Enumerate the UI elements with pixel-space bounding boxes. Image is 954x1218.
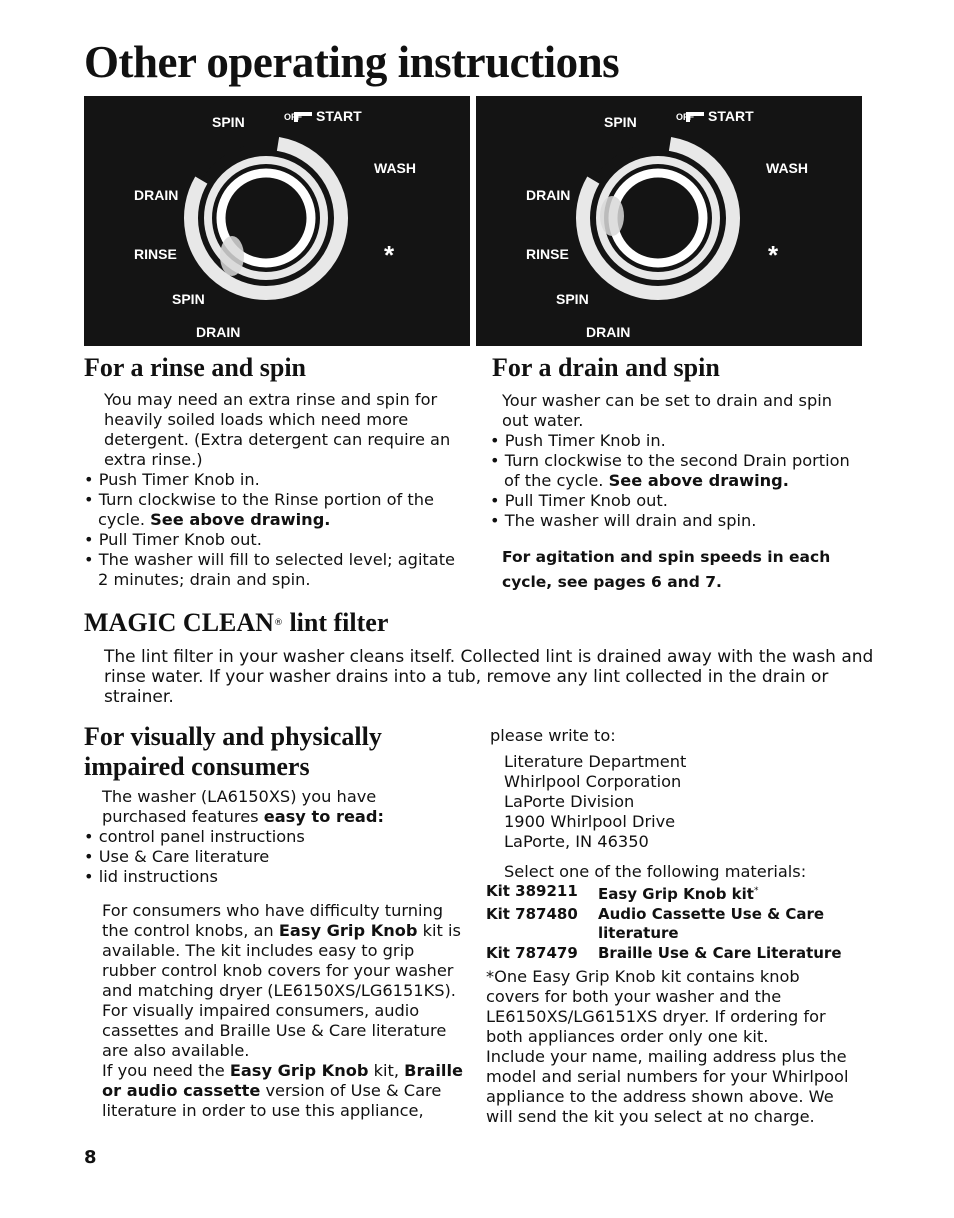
dial-label-drain-lower: DRAIN	[196, 324, 241, 340]
impaired-audio-paragraph: For visually impaired consumers, audio cassettes and Braille Use & Care literature are also available.	[102, 1001, 447, 1060]
dial-label-wash: WASH	[766, 160, 808, 176]
list-item: • Turn clockwise to the Rinse portion of the cycle. See above drawing.	[84, 490, 464, 530]
drain-spin-heading: For a drain and spin	[492, 353, 720, 382]
list-item: • Pull Timer Knob out.	[84, 530, 464, 550]
impaired-features	[84, 827, 464, 887]
timer-dial-illustration-rinse	[84, 96, 470, 346]
dial-label-off: OFF	[284, 112, 302, 122]
list-item: • The washer will fill to selected level; agitate 2 minutes; drain and spin.	[84, 550, 464, 590]
closing-paragraph: Include your name, mailing address plus the model and serial numbers for your Whirlpool appliance to the address shown above. We will send the kit you select at no charge.	[486, 1047, 849, 1126]
impaired-intro: The washer (LA6150XS) you have purchased features easy to read:	[102, 787, 384, 826]
drain-spin-section	[490, 391, 850, 595]
impaired-section	[84, 787, 464, 1121]
dial-label-rinse: RINSE	[526, 246, 569, 262]
impaired-heading: For visually and physically impaired consumers	[84, 722, 382, 781]
write-to-text: please write to:	[490, 726, 616, 745]
list-item: • The washer will drain and spin.	[490, 511, 850, 531]
dial-label-drain-upper: DRAIN	[526, 187, 571, 203]
timer-dial-icon	[476, 96, 862, 346]
list-item: • Use & Care literature	[84, 847, 464, 867]
rinse-spin-steps	[84, 470, 464, 590]
dial-label-spin-top: SPIN	[604, 114, 637, 130]
dial-label-spin-lower: SPIN	[172, 291, 205, 307]
rinse-spin-intro: You may need an extra rinse and spin for heavily soiled loads which need more detergent. (Extra detergent can require an extra rinse.)	[104, 390, 451, 469]
list-item: • Turn clockwise to the second Drain portion of the cycle. See above drawing.	[490, 451, 850, 491]
impaired-easy-grip-paragraph: For consumers who have difficulty turning the control knobs, an Easy Grip Knob kit is available. The kit includes easy to grip rubber control knob covers for your washer and matching dryer (LE6150XS/LG6151KS).	[102, 901, 461, 1000]
address-line: LaPorte, IN 46350	[504, 832, 649, 851]
address-line: LaPorte Division	[504, 792, 635, 811]
drain-spin-steps	[490, 431, 850, 531]
dial-label-drain-lower: DRAIN	[586, 324, 631, 340]
dial-label-rinse: RINSE	[134, 246, 177, 262]
dial-label-spin-top: SPIN	[212, 114, 245, 130]
magic-clean-body: The lint filter in your washer cleans itself. Collected lint is drained away with the wash and rinse water. If your washer drains into a tub, remove any lint collected in the drain or strainer.	[104, 647, 874, 707]
dial-label-start: START	[316, 108, 362, 124]
drain-spin-note: For agitation and spin speeds in each cycle, see pages 6 and 7.	[502, 548, 831, 591]
address-line: 1900 Whirlpool Drive	[504, 812, 676, 831]
dial-label-wash: WASH	[374, 160, 416, 176]
kit-list	[486, 882, 866, 963]
magic-clean-heading: MAGIC CLEAN® lint filter	[84, 608, 389, 637]
kit-footnote: *One Easy Grip Knob kit contains knob covers for both your washer and the LE6150XS/LG6151XS dryer. If ordering for both appliances order only one kit.	[486, 967, 826, 1046]
page-title: Other operating instructions	[84, 37, 620, 87]
page-number: 8	[84, 1147, 97, 1168]
drain-spin-intro: Your washer can be set to drain and spin out water.	[502, 391, 833, 430]
dial-asterisk: *	[768, 240, 779, 270]
timer-dial-illustration-drain	[476, 96, 862, 346]
timer-dial-icon	[84, 96, 470, 346]
list-item: • control panel instructions	[84, 827, 464, 847]
dial-label-spin-lower: SPIN	[556, 291, 589, 307]
kit-row: Kit 787480 Audio Cassette Use & Care literature	[486, 904, 825, 942]
dial-label-off: OFF	[676, 112, 694, 122]
select-materials-text: Select one of the following materials:	[504, 862, 807, 881]
rinse-spin-heading: For a rinse and spin	[84, 353, 307, 382]
list-item: • lid instructions	[84, 867, 464, 887]
contact-section	[486, 726, 866, 1127]
kit-row: Kit 787479 Braille Use & Care Literature	[486, 943, 842, 962]
mailing-address	[486, 752, 866, 852]
address-line: Whirlpool Corporation	[504, 772, 682, 791]
address-line: Literature Department	[504, 752, 687, 771]
impaired-request-paragraph: If you need the Easy Grip Knob kit, Braille or audio cassette version of Use & Care literature in order to use this appliance,	[102, 1061, 463, 1120]
list-item: • Push Timer Knob in.	[490, 431, 850, 451]
kit-row: Kit 389211 Easy Grip Knob kit*	[486, 882, 759, 903]
rinse-spin-section	[84, 390, 464, 590]
list-item: • Push Timer Knob in.	[84, 470, 464, 490]
dial-asterisk: *	[384, 240, 395, 270]
list-item: • Pull Timer Knob out.	[490, 491, 850, 511]
dial-label-start: START	[708, 108, 754, 124]
dial-label-drain-upper: DRAIN	[134, 187, 179, 203]
